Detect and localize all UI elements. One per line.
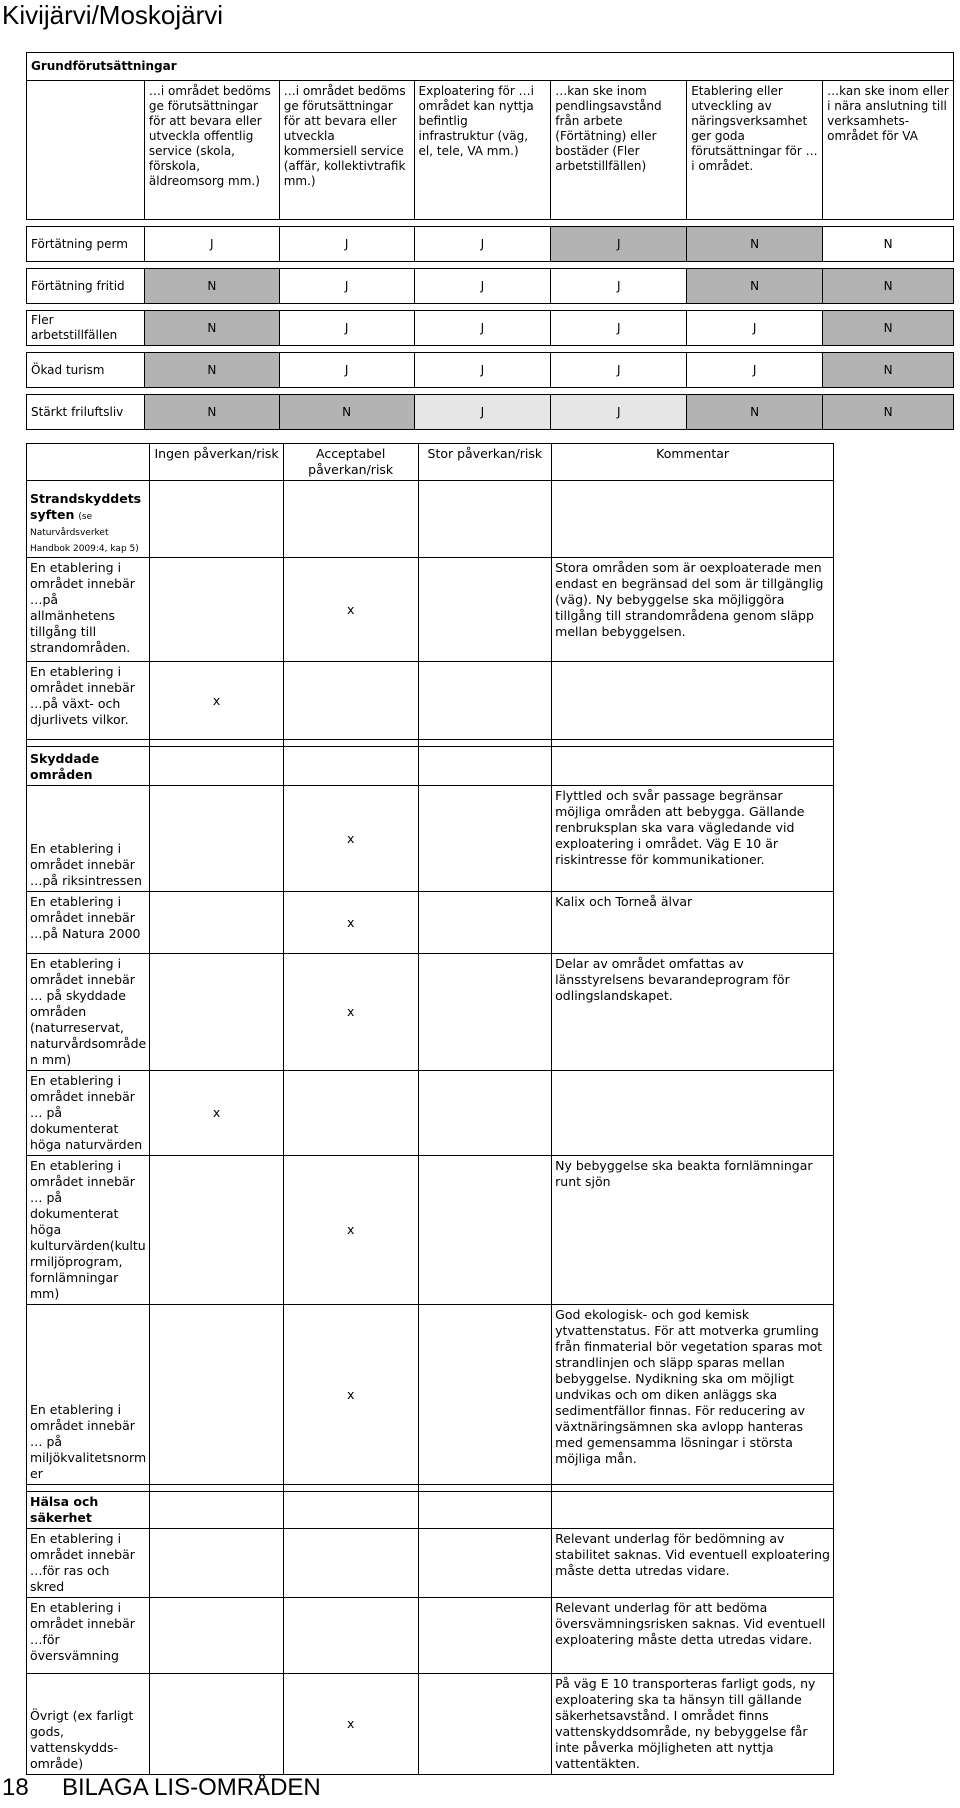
header-cell: …i området bedöms ge förutsättningar för att bevara eller utveckla kommersiell service (affär, kollektivtrafik mm.) (279, 81, 414, 220)
spacer (27, 388, 954, 395)
mark-cell (418, 1598, 552, 1674)
value-cell: J (414, 353, 551, 388)
header-cell: …kan ske inom pendlingsavstånd från arbete (Förtätning) eller bostäder (Fler arbetstillfällen) (551, 81, 687, 220)
comment-cell: Flyttled och svår passage begränsar möjliga områden att bebygga. Gällande renbruksplan ska vara vägledande vid exploatering i området. Väg E 10 är riskintresse för kommunikationer. (552, 786, 834, 892)
paverkan-table (26, 443, 834, 1775)
mark-cell (418, 662, 552, 740)
value-cell: N (823, 353, 954, 388)
mark-cell: x (283, 1305, 418, 1485)
comment-cell (552, 1071, 834, 1156)
section-title: Grundförutsättningar (27, 53, 954, 81)
row-label: En etablering i området innebär … på miljökvalitetsnorm er (27, 1305, 150, 1485)
comment-cell: På väg E 10 transporteras farligt gods, ny exploatering ska ta hänsyn till gällande säkerhetsavstånd. I området finns vattenskyddsområde, ny bebyggelse får inte påverka möjligheten att nyttja vattentäkten. (552, 1674, 834, 1775)
page-number: 18 (2, 1774, 29, 1801)
corner-cell (27, 81, 145, 220)
comment-cell: Kalix och Torneå älvar (552, 892, 834, 954)
value-cell: N (279, 395, 414, 430)
mark-cell (150, 786, 284, 892)
mark-cell (283, 1071, 418, 1156)
mark-cell (418, 1156, 552, 1305)
row-label: Stärkt friluftsliv (27, 395, 145, 430)
mark-cell: x (283, 1674, 418, 1775)
value-cell: J (279, 227, 414, 262)
mark-cell: x (283, 954, 418, 1071)
spacer (283, 1485, 418, 1492)
section-note: (se Naturvårdsverket Handbok 2009:4, kap 5) (30, 512, 139, 554)
table-row (27, 311, 954, 346)
spacer (27, 304, 954, 311)
mark-cell (418, 892, 552, 954)
header-cell: Stor påverkan/risk (418, 444, 552, 481)
mark-cell (418, 558, 552, 662)
mark-cell (150, 747, 284, 786)
row-label: Ökad turism (27, 353, 145, 388)
mark-cell: x (283, 786, 418, 892)
value-cell: J (551, 269, 687, 304)
value-cell: N (823, 395, 954, 430)
mark-cell (150, 1156, 284, 1305)
value-cell: N (823, 311, 954, 346)
mark-cell (150, 481, 284, 558)
header-cell: …i området bedöms ge förutsättningar för att bevara eller utveckla offentlig service (skola, förskola, äldreomsorg mm.) (144, 81, 279, 220)
value-cell: N (823, 269, 954, 304)
row-label: En etablering i området innebär …för ras och skred (27, 1529, 150, 1598)
spacer (27, 220, 954, 227)
value-cell: J (551, 353, 687, 388)
row-label: En etablering i området innebär … på dokumenterat höga naturvärden (27, 1071, 150, 1156)
header-cell: Exploatering för …i området kan nyttja befintlig infrastruktur (väg, el, tele, VA mm.) (414, 81, 551, 220)
mark-cell (418, 481, 552, 558)
mark-cell: x (283, 1156, 418, 1305)
comment-cell: Delar av området omfattas av länsstyrelsens bevarandeprogram för odlingslandskapet. (552, 954, 834, 1071)
value-cell: J (551, 311, 687, 346)
comment-cell (552, 1492, 834, 1529)
mark-cell (283, 1529, 418, 1598)
section-title: Hälsa och säkerhet (27, 1492, 150, 1529)
row-label: Förtätning fritid (27, 269, 145, 304)
footer-text: BILAGA LIS-OMRÅDEN (62, 1774, 321, 1801)
mark-cell (418, 747, 552, 786)
mark-cell (150, 1674, 284, 1775)
comment-cell: Relevant underlag för bedömning av stabilitet saknas. Vid eventuell exploatering måste detta utredas vidare. (552, 1529, 834, 1598)
value-cell: N (687, 395, 823, 430)
row-label: En etablering i området innebär … på dokumenterat höga kulturvärden(kultu rmiljöprogram, fornlämningar mm) (27, 1156, 150, 1305)
row-label: Förtätning perm (27, 227, 145, 262)
mark-cell (150, 1305, 284, 1485)
mark-cell (418, 1071, 552, 1156)
value-cell: J (687, 311, 823, 346)
mark-cell: x (283, 558, 418, 662)
row-label: En etablering i området innebär … på skyddade områden (naturreservat, naturvårdsområde n mm) (27, 954, 150, 1071)
comment-cell (552, 662, 834, 740)
comment-cell: God ekologisk- och god kemisk ytvattenstatus. För att motverka grumling från finmaterial bör vegetation sparas mot strandlinjen och släpp sparas mellan bebyggelse. Nydikning ska om möjligt undvikas och om diken anläggs ska sedimentfällor finnas. För reducering av växtnäringsämnen ska avlopp hanteras med gemensamma lösningar i största möjliga mån. (552, 1305, 834, 1485)
spacer (552, 1485, 834, 1492)
header-cell: …kan ske inom eller i nära anslutning till verksamhets-området för VA (823, 81, 954, 220)
row-label: En etablering i området innebär …på växt- och djurlivets vilkor. (27, 662, 150, 740)
header-cell: Ingen påverkan/risk (150, 444, 284, 481)
header-cell: Acceptabel påverkan/risk (283, 444, 418, 481)
mark-cell (418, 1529, 552, 1598)
value-cell: J (551, 227, 687, 262)
comment-cell: Relevant underlag för att bedöma översvämningsrisken saknas. Vid eventuell exploatering måste detta utredas vidare. (552, 1598, 834, 1674)
value-cell: N (144, 311, 279, 346)
grundforutsattningar-table (26, 52, 954, 430)
value-cell: J (551, 395, 687, 430)
mark-cell (283, 1598, 418, 1674)
value-cell: N (144, 395, 279, 430)
mark-cell (150, 954, 284, 1071)
mark-cell (150, 1598, 284, 1674)
header-cell: Etablering eller utveckling av näringsverksamhet ger goda förutsättningar för … i området. (687, 81, 823, 220)
row-label: Övrigt (ex farligt gods, vattenskydds-område) (27, 1674, 150, 1775)
mark-cell (150, 558, 284, 662)
mark-cell (418, 954, 552, 1071)
mark-cell (150, 892, 284, 954)
mark-cell: x (150, 1071, 284, 1156)
value-cell: J (414, 227, 551, 262)
spacer (283, 740, 418, 747)
corner-cell (27, 444, 150, 481)
value-cell: N (144, 269, 279, 304)
comment-cell: Ny bebyggelse ska beakta fornlämningar runt sjön (552, 1156, 834, 1305)
value-cell: N (687, 269, 823, 304)
spacer (552, 740, 834, 747)
row-label: En etablering i området innebär …för översvämning (27, 1598, 150, 1674)
mark-cell (418, 1492, 552, 1529)
value-cell: J (279, 311, 414, 346)
mark-cell (418, 1305, 552, 1485)
mark-cell (150, 1492, 284, 1529)
mark-cell (283, 481, 418, 558)
table-row (27, 269, 954, 304)
spacer (418, 740, 552, 747)
spacer (27, 1485, 150, 1492)
value-cell: J (687, 353, 823, 388)
mark-cell (150, 1529, 284, 1598)
section-title: Strandskyddets syften (30, 491, 142, 522)
value-cell: J (414, 269, 551, 304)
comment-cell (552, 747, 834, 786)
mark-cell (418, 1674, 552, 1775)
page-footer (2, 1774, 321, 1802)
section-title: Skyddade områden (27, 747, 150, 786)
spacer (150, 1485, 284, 1492)
header-cell: Kommentar (552, 444, 834, 481)
mark-cell: x (150, 662, 284, 740)
row-label: Fler arbetstillfällen (27, 311, 145, 346)
spacer (27, 740, 150, 747)
value-cell: N (687, 227, 823, 262)
spacer (27, 346, 954, 353)
mark-cell (283, 747, 418, 786)
value-cell: J (279, 353, 414, 388)
row-label: En etablering i området innebär …på allmänhetens tillgång till strandområden. (27, 558, 150, 662)
value-cell: J (279, 269, 414, 304)
value-cell: N (144, 353, 279, 388)
mark-cell (418, 786, 552, 892)
value-cell: J (414, 311, 551, 346)
spacer (418, 1485, 552, 1492)
value-cell: J (144, 227, 279, 262)
table-row (27, 227, 954, 262)
row-label: En etablering i området innebär …på Natura 2000 (27, 892, 150, 954)
comment-cell (552, 481, 834, 558)
table-row (27, 395, 954, 430)
mark-cell: x (283, 892, 418, 954)
row-label: En etablering i området innebär …på riksintressen (27, 786, 150, 892)
mark-cell (283, 662, 418, 740)
table-row (27, 353, 954, 388)
spacer (27, 262, 954, 269)
spacer (150, 740, 284, 747)
value-cell: J (414, 395, 551, 430)
mark-cell (283, 1492, 418, 1529)
comment-cell: Stora områden som är oexploaterade men endast en begränsad del som är tillgänglig (väg). Ny bebyggelse ska möjliggöra tillgång till strandområdena genom släpp mellan bebyggelsen. (552, 558, 834, 662)
section-title-cell (27, 481, 150, 558)
value-cell: N (823, 227, 954, 262)
page-title: Kivijärvi/Moskojärvi (2, 0, 224, 30)
